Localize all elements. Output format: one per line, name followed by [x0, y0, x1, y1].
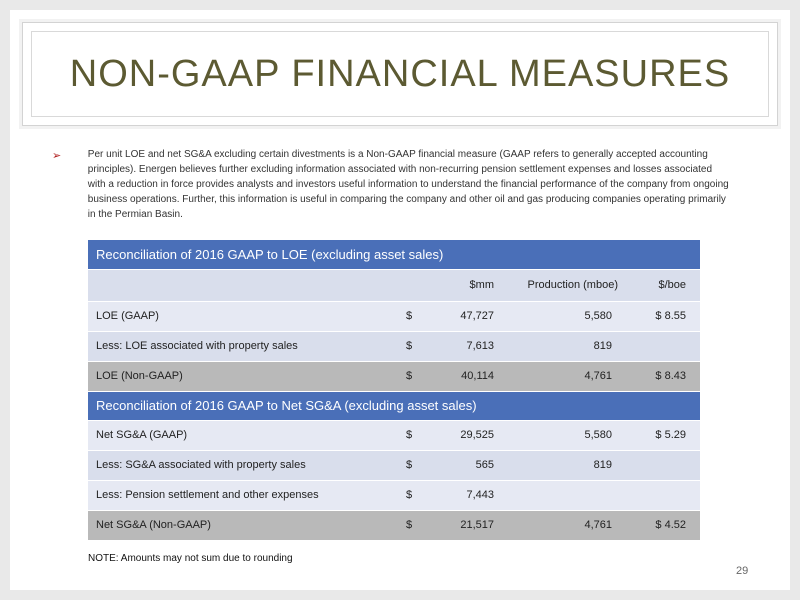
production-value: 4,761: [502, 361, 620, 391]
row-label: Less: LOE associated with property sales: [88, 331, 398, 361]
boe-value: [620, 480, 700, 510]
table-row-total: [88, 361, 700, 391]
reconciliation-table: [88, 240, 700, 541]
boe-value: $ 4.52: [620, 510, 700, 540]
production-value: 819: [502, 450, 620, 480]
row-label: Net SG&A (GAAP): [88, 420, 398, 450]
dollar-sign: $: [406, 370, 413, 382]
mm-value: 21,517: [460, 519, 494, 531]
column-header-boe: $/boe: [620, 269, 700, 301]
column-header-mm: $mm: [398, 269, 502, 301]
dollar-sign: $: [406, 310, 413, 322]
row-label: LOE (Non-GAAP): [88, 361, 398, 391]
production-value: 819: [502, 331, 620, 361]
dollar-sign: $: [406, 519, 413, 531]
column-header-row: [88, 269, 700, 301]
rounding-note: NOTE: Amounts may not sum due to rounding: [88, 553, 293, 564]
table-row: [88, 450, 700, 480]
mm-value: 47,727: [460, 310, 494, 322]
production-value: 4,761: [502, 510, 620, 540]
mm-value: 40,114: [461, 370, 494, 382]
section-header-text: Reconciliation of 2016 GAAP to LOE (excluding asset sales): [88, 240, 700, 269]
table-row: [88, 480, 700, 510]
row-label: LOE (GAAP): [88, 301, 398, 331]
row-label: Less: Pension settlement and other expenses: [88, 480, 398, 510]
section-header-loe: [88, 240, 700, 269]
slide-title: NON-GAAP FINANCIAL MEASURES: [69, 52, 731, 95]
arrow-bullet-icon: ➢: [52, 150, 62, 162]
column-header-production: Production (mboe): [502, 269, 620, 301]
section-header-sga: [88, 391, 700, 420]
page-number: 29: [736, 565, 749, 577]
production-value: 5,580: [502, 301, 620, 331]
table-row-total: [88, 510, 700, 540]
boe-value: [620, 450, 700, 480]
mm-value: 565: [475, 459, 494, 471]
mm-value: 7,613: [466, 340, 494, 352]
boe-value: $ 5.29: [620, 420, 700, 450]
production-value: 5,580: [502, 420, 620, 450]
dollar-sign: $: [406, 429, 413, 441]
boe-value: $ 8.55: [620, 301, 700, 331]
title-frame: [22, 22, 778, 126]
row-label: Less: SG&A associated with property sales: [88, 450, 398, 480]
section-header-text: Reconciliation of 2016 GAAP to Net SG&A (excluding asset sales): [88, 391, 700, 420]
mm-value: 7,443: [466, 489, 494, 501]
table-row: [88, 301, 700, 331]
row-label: Net SG&A (Non-GAAP): [88, 510, 398, 540]
table-row: [88, 420, 700, 450]
boe-value: [620, 331, 700, 361]
dollar-sign: $: [406, 459, 413, 471]
bullet-paragraph: [52, 147, 732, 222]
table-row: [88, 331, 700, 361]
dollar-sign: $: [406, 489, 413, 501]
boe-value: $ 8.43: [620, 361, 700, 391]
bullet-text: Per unit LOE and net SG&A excluding certain divestments is a Non-GAAP financial measure (GAAP refers to generally accepted accounting principles). Energen believes further excluding information associated with non-recurring pension settlement expenses and losses associated with a reduction in force provides analysts and investors useful information to understand the financial performance of the company from ongoing business operations. Further, this information is useful in comparing the company and other oil and gas producing companies operating primarily in the Permian Basin.: [87, 149, 729, 220]
title-inner-frame: [31, 31, 769, 117]
dollar-sign: $: [406, 340, 413, 352]
mm-value: 29,525: [460, 429, 494, 441]
production-value: [502, 480, 620, 510]
